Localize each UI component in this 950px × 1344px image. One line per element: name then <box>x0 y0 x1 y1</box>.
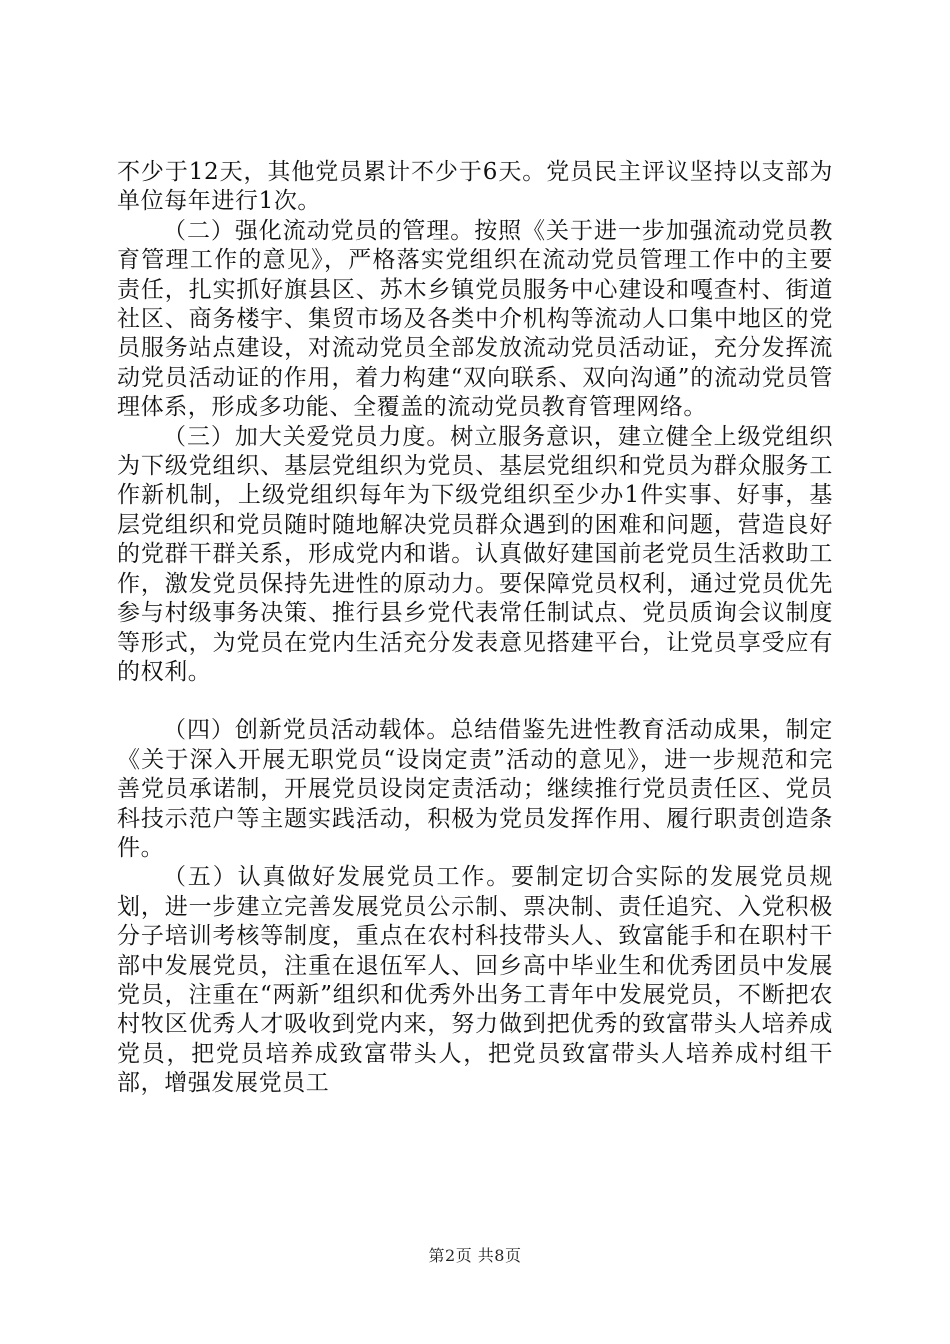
document-body <box>117 158 833 1099</box>
paragraph-section-3: （三）加大关爱党员力度。树立服务意识，建立健全上级党组织为下级党组织、基层党组织为党员、基层党组织和党员为群众服务工作新机制，上级党组织每年为下级党组织至少办1件实事、好事，基层党组织和党员随时随地解决党员群众遇到的困难和问题，营造良好的党群干群关系，形成党内和谐。认真做好建国前老党员生活救助工作，激发党员保持先进性的原动力。要保障党员权利，通过党员优先参与村级事务决策、推行县乡党代表常任制试点、党员质询会议制度等形式，为党员在党内生活充分发表意见搭建平台，让党员享受应有的权利。 <box>117 423 833 685</box>
paragraph-section-2: （二）强化流动党员的管理。按照《关于进一步加强流动党员教育管理工作的意见》，严格落实党组织在流动党员管理工作中的主要责任，扎实抓好旗县区、苏木乡镇党员服务中心建设和嘎查村、街道社区、商务楼宇、集贸市场及各类中介机构等流动人口集中地区的党员服务站点建设，对流动党员全部发放流动党员活动证，充分发挥流动党员活动证的作用，着力构建“双向联系、双向沟通”的流动党员管理体系，形成多功能、全覆盖的流动党员教育管理网络。 <box>117 217 833 421</box>
paragraph-continued: 不少于12天，其他党员累计不少于6天。党员民主评议坚持以支部为单位每年进行1次。 <box>117 159 833 215</box>
paragraph-section-4: （四）创新党员活动载体。总结借鉴先进性教育活动成果，制定《关于深入开展无职党员“设岗定责”活动的意见》，进一步规范和完善党员承诺制，开展党员设岗定责活动；继续推行党员责任区、党员科技示范户等主题实践活动，积极为党员发挥作用、履行职责创造条件。 <box>117 717 833 861</box>
paragraph-section-5: （五）认真做好发展党员工作。要制定切合实际的发展党员规划，进一步建立完善发展党员公示制、票决制、责任追究、入党积极分子培训考核等制度，重点在农村科技带头人、致富能手和在职村干部中发展党员，注重在退伍军人、回乡高中毕业生和优秀团员中发展党员，注重在“两新”组织和优秀外出务工青年中发展党员，不断把农村牧区优秀人才吸收到党内来，努力做到把优秀的致富带头人培养成党员，把党员培养成致富带头人，把党员致富带头人培养成村组干部，增强发展党员工 <box>117 864 833 1097</box>
page-number-footer: 第2页 共8页 <box>428 1246 522 1265</box>
